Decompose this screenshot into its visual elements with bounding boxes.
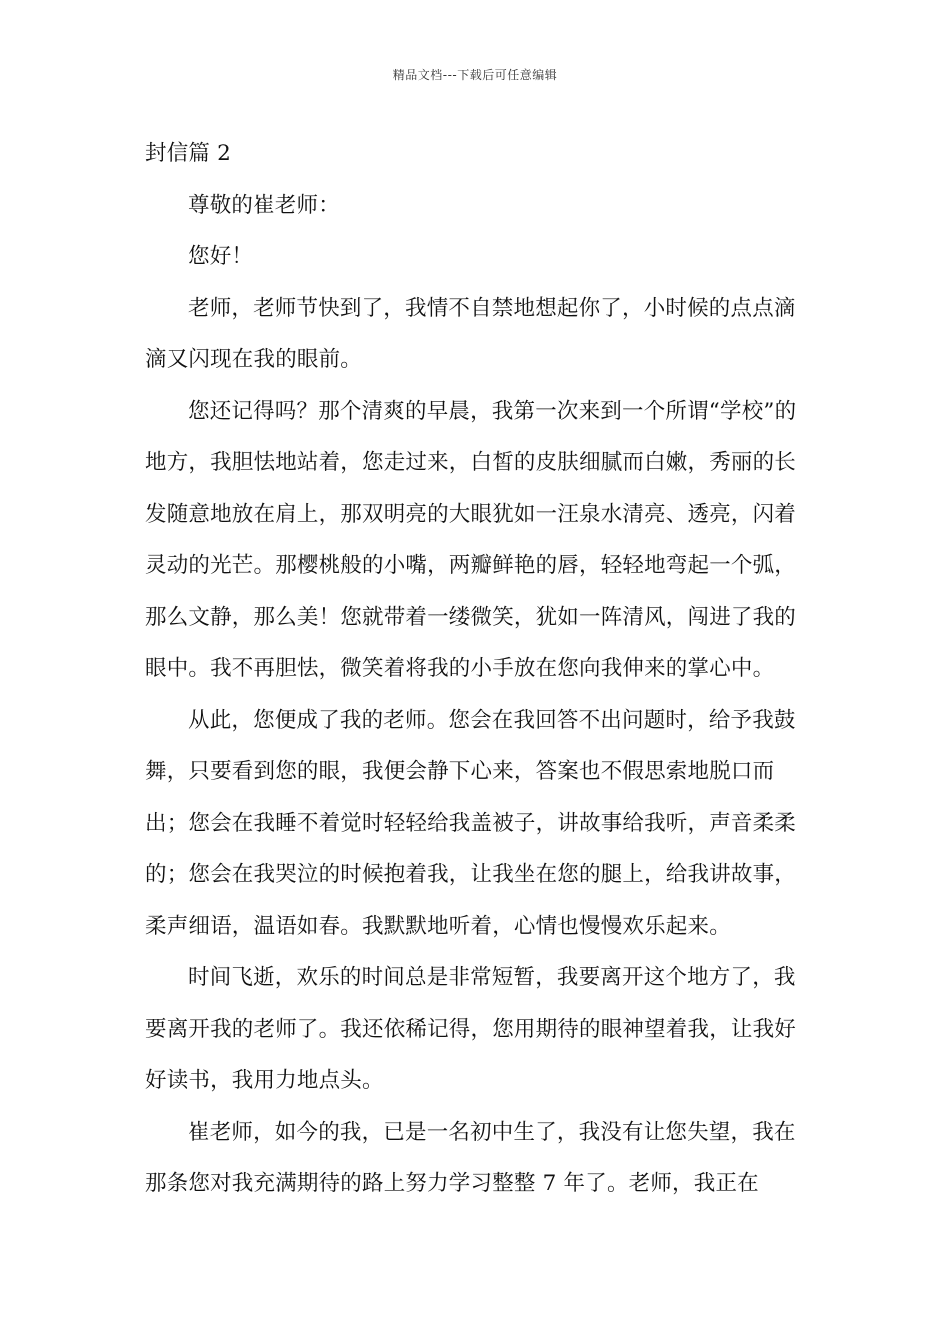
letter-greeting: 您好！: [188, 244, 254, 269]
body-paragraph: 从此，您便成了我的老师。您会在我回答不出问题时，给予我鼓舞，只要看到您的眼，我便会静下心来，答案也不假思索地脱口而出；您会在我睡不着觉时轻轻给我盖被子，讲故事给我听，声音柔柔的；您会在我哭泣的时候抱着我，让我坐在您的腿上，给我讲故事，柔声细语，温语如春。我默默地听着，心情也慢慢欢乐起来。: [145, 707, 797, 939]
body-paragraph: 时间飞逝，欢乐的时间总是非常短暂，我要离开这个地方了，我要离开我的老师了。我还依稀记得，您用期待的眼神望着我，让我好好读书，我用力地点头。: [145, 965, 797, 1093]
letter-title: 封信篇 2: [145, 141, 232, 166]
body-paragraph: 崔老师，如今的我，已是一名初中生了，我没有让您失望，我在那条您对我充满期待的路上努力学习整整 7 年了。老师，我正在: [145, 1119, 796, 1196]
page-header: 精品文档---下载后可任意编辑: [392, 68, 558, 82]
body-paragraph: 老师，老师节快到了，我情不自禁地想起你了，小时候的点点滴滴又闪现在我的眼前。: [145, 295, 796, 372]
letter-salutation: 尊敬的崔老师：: [188, 192, 340, 218]
letter-body: [145, 128, 807, 1210]
body-paragraph: 您还记得吗？那个清爽的早晨，我第一次来到一个所谓“学校”的地方，我胆怯地站着，您走过来，白皙的皮肤细腻而白嫩，秀丽的长发随意地放在肩上，那双明亮的大眼犹如一汪泉水清亮、透亮，闪着灵动的光芒。那樱桃般的小嘴，两瓣鲜艳的唇，轻轻地弯起一个弧，那么文静，那么美！您就带着一缕微笑，犹如一阵清风，闯进了我的眼中。我不再胆怯，微笑着将我的小手放在您向我伸来的掌心中。: [145, 398, 797, 681]
